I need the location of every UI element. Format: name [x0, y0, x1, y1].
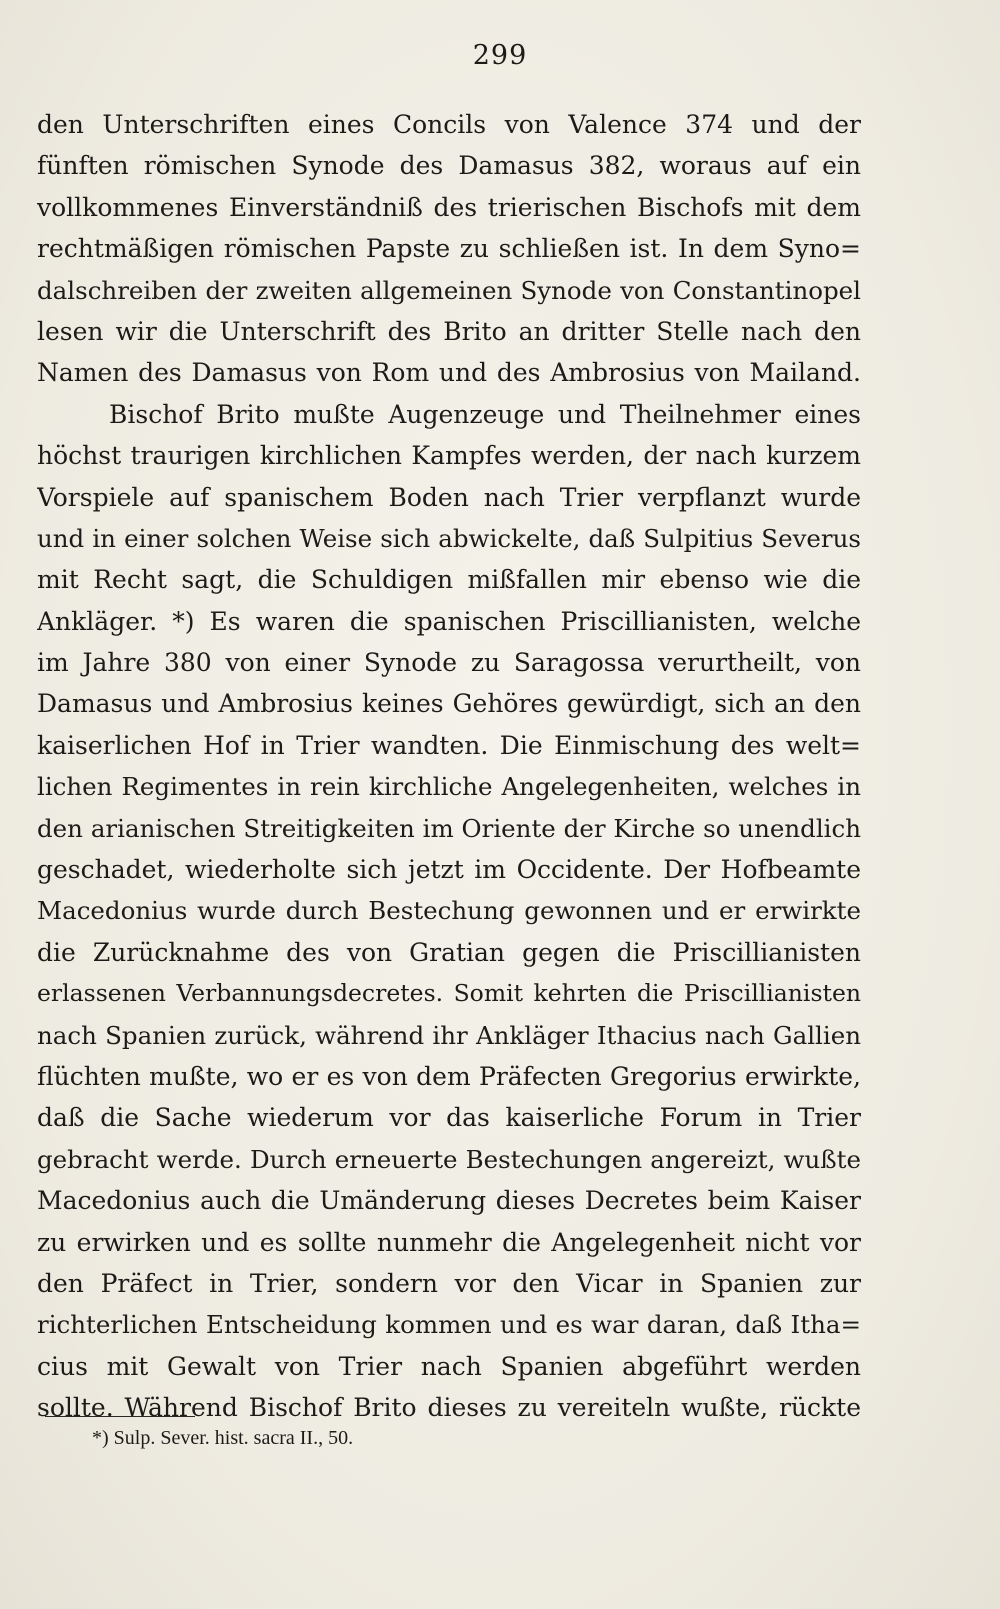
text-line: flüchten mußte, wo er es von dem Präfecten Gregorius erwirkte, [37, 1061, 861, 1091]
text-line: Macedonius wurde durch Bestechung gewonnen und er erwirkte [37, 896, 861, 926]
text-line: rechtmäßigen römischen Papste zu schließen ist. In dem Syno= [37, 234, 861, 264]
footnote: *) Sulp. Sever. hist. sacra II., 50. [92, 1427, 354, 1449]
text-line: Bischof Brito mußte Augenzeuge und Theilnehmer eines [109, 399, 861, 429]
text-line: mit Recht sagt, die Schuldigen mißfallen mir ebenso wie die [37, 565, 861, 595]
text-line: den Unterschriften eines Concils von Valence 374 und der [37, 110, 861, 139]
text-line: und in einer solchen Weise sich abwickelte, daß Sulpitius Severus [37, 523, 861, 553]
text-line: Vorspiele auf spanischem Boden nach Trier verpflanzt wurde [37, 482, 861, 512]
text-line: die Zurücknahme des von Gratian gegen die Priscillianisten [37, 937, 861, 967]
text-line: Damasus und Ambrosius keines Gehöres gewürdigt, sich an den [37, 689, 861, 719]
text-line: daß die Sache wiederum vor das kaiserliche Forum in Trier [37, 1103, 861, 1133]
text-line: zu erwirken und es sollte nunmehr die Angelegenheit nicht vor [37, 1227, 861, 1257]
text-line: Macedonius auch die Umänderung dieses Decretes beim Kaiser [37, 1186, 861, 1216]
text-line: lichen Regimentes in rein kirchliche Angelegenheiten, welches in [37, 772, 861, 802]
text-line: den Präfect in Trier, sondern vor den Vicar in Spanien zur [37, 1268, 861, 1298]
text-line: gebracht werde. Durch erneuerte Bestechungen angereizt, wußte [37, 1144, 861, 1174]
text-line: cius mit Gewalt von Trier nach Spanien abgeführt werden [37, 1351, 861, 1381]
text-line: dalschreiben der zweiten allgemeinen Synode von Constantinopel [37, 275, 861, 305]
footnote-divider [45, 1416, 195, 1417]
text-line: im Jahre 380 von einer Synode zu Saragossa verurtheilt, von [37, 648, 861, 678]
text-line: vollkommenes Einverständniß des trierischen Bischofs mit dem [37, 192, 861, 222]
text-line: lesen wir die Unterschrift des Brito an dritter Stelle nach den [37, 316, 861, 346]
text-line: Ankläger. *) Es waren die spanischen Priscillianisten, welche [37, 606, 861, 636]
text-line: erlassenen Verbannungsdecretes. Somit kehrten die Priscillianisten [37, 979, 861, 1008]
text-line: sollte. Während Bischof Brito dieses zu vereiteln wußte, rückte [37, 1393, 861, 1423]
text-line: geschadet, wiederholte sich jetzt im Occidente. Der Hofbeamte [37, 855, 861, 885]
text-line: nach Spanien zurück, während ihr Ankläger Ithacius nach Gallien [37, 1020, 861, 1050]
body-text [37, 104, 861, 1429]
page-number: 299 [472, 40, 528, 71]
text-line: kaiserlichen Hof in Trier wandten. Die Einmischung des welt= [37, 730, 861, 760]
text-line: höchst traurigen kirchlichen Kampfes werden, der nach kurzem [37, 441, 861, 471]
text-line: Namen des Damasus von Rom und des Ambrosius von Mailand. [37, 358, 861, 388]
text-line: richterlichen Entscheidung kommen und es war daran, daß Itha= [37, 1310, 861, 1340]
text-line: den arianischen Streitigkeiten im Oriente der Kirche so unendlich [37, 813, 861, 843]
text-line: fünften römischen Synode des Damasus 382, woraus auf ein [37, 151, 861, 181]
